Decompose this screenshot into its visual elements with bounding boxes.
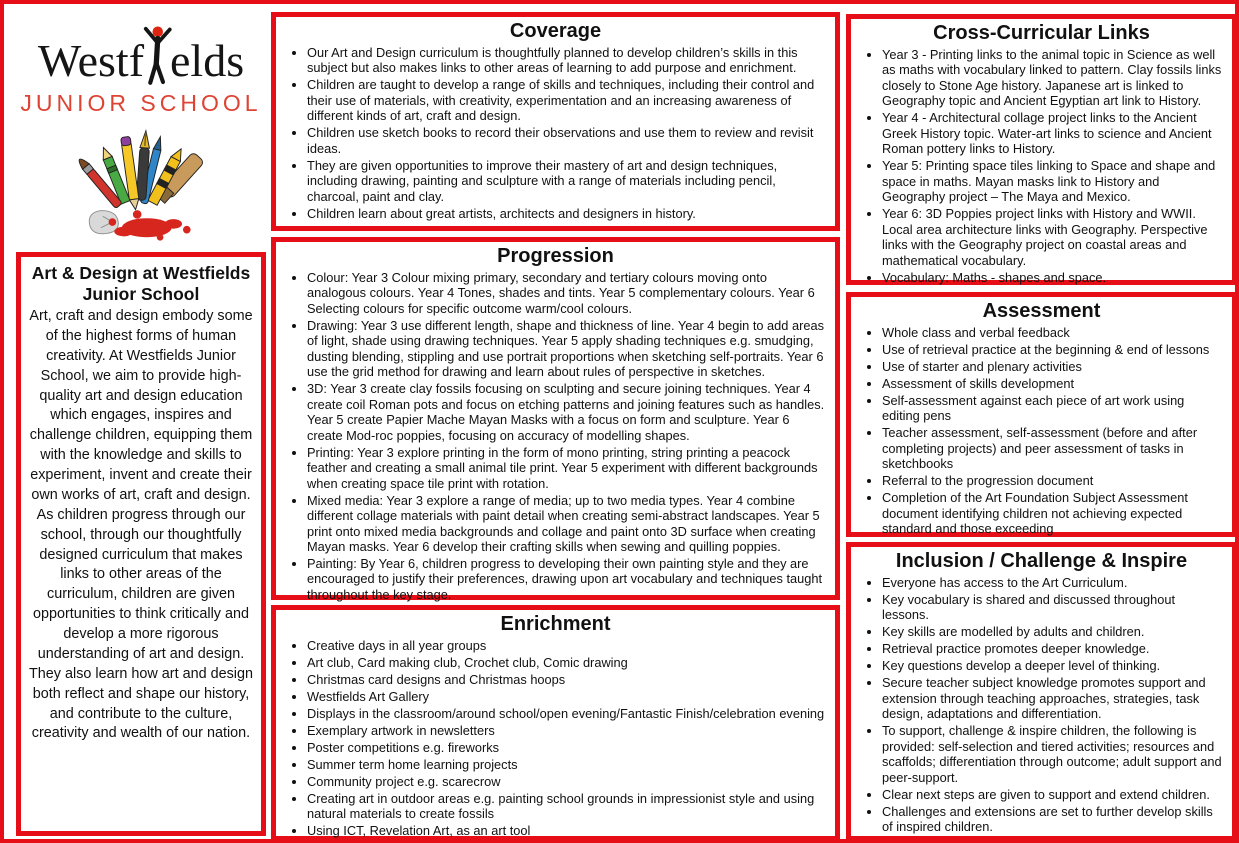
section-inclusion-challenge-inspire (846, 542, 1237, 841)
assessment-title: Assessment (982, 300, 1101, 322)
bullet-item: • Painting: By Year 6, children progress to developing their own painting style and they are encouraged to justify their preferences, drawing upon art vocabulary and techniques taught throughout the key stage. (307, 556, 827, 602)
person-raised-arms-icon (142, 24, 172, 86)
bullet-item: • Key skills are modelled by adults and children. (882, 624, 1224, 639)
cross-curricular-bullet-list (859, 47, 1224, 285)
bullet-item: • Key questions develop a deeper level of thinking. (882, 658, 1224, 673)
bullet-item: • Art club, Card making club, Crochet club, Comic drawing (307, 655, 827, 670)
bullet-item: • Displays in the classroom/around school/open evening/Fantastic Finish/celebration evening (307, 706, 827, 721)
bullet-item: • Year 6: 3D Poppies project links with History and WWII. Local area architecture links with Geography. Perspective links with the Geography project on coastal areas and mathematical vocabulary. (882, 206, 1224, 268)
enrichment-bullet-list (284, 638, 827, 839)
bullet-item: • Mixed media: Year 3 explore a range of media; up to two media types. Year 4 combine different collage materials with paint detail when creating semi-abstract landscapes. Year 5 print onto mixed media backgrounds and collage and paint onto 3D surface when creating Mayan masks. Year 6 develop their crafting skills when sewing and quilling poppies. (307, 493, 827, 555)
bullet-item: • Our Art and Design curriculum is thoughtfully planned to develop children’s skills in this subject but also makes links to other areas of learning to add purpose and enrichment. (307, 45, 827, 76)
bullet-item: • Children learn about great artists, architects and designers in history. (307, 206, 827, 221)
bullet-item: • Year 4 - Architectural collage project links to the Ancient Greek History topic. Water-art links to science and Ancient Roman pottery links to History. (882, 110, 1224, 156)
bullet-item: • Children use sketch books to record their observations and use them to review and revisit ideas. (307, 125, 827, 156)
coverage-bullet-list (284, 45, 827, 221)
inclusion-bullet-list (859, 575, 1224, 835)
bullet-item: • They are given opportunities to improve their mastery of art and design techniques, including drawing, painting and sculpture with a range of materials including pencil, charcoal, paint and clay. (307, 158, 827, 204)
bullet-item: • Exemplary artwork in newsletters (307, 723, 827, 738)
assessment-bullet-list (859, 325, 1224, 537)
bullet-item: • Printing: Year 3 explore printing in the form of mono printing, string printing a peacock feather and creating a small animal tile print. Year 5 experiment with different backgrounds when creating space tile print with rotation. (307, 445, 827, 491)
bullet-item: • Teacher assessment, self-assessment (before and after completing projects) and peer assessment of tasks in sketchbooks (882, 425, 1224, 471)
bullet-item: • Colour: Year 3 Colour mixing primary, secondary and tertiary colours moving onto analogous colours. Year 4 Tones, shades and tints. Year 5 complementary colours. Year 6 Selecting colours for specific outcome warm/cool colours. (307, 270, 827, 316)
bullet-item: • Vocabulary: Maths - shapes and space. (882, 270, 1224, 285)
bullet-item: • Secure teacher subject knowledge promotes support and extension through teaching approaches, strategies, task design, adaptations and differentiation. (882, 675, 1224, 721)
bullet-item: • Everyone has access to the Art Curriculum. (882, 575, 1224, 590)
bullet-item: • Using ICT, Revelation Art, as an art tool (307, 823, 827, 838)
bullet-item: • Self-assessment against each piece of art work using editing pens (882, 393, 1224, 424)
coverage-title: Coverage (509, 20, 602, 42)
intro-title: Art & Design at Westfields Junior School (31, 263, 251, 304)
cross-curricular-title: Cross-Curricular Links (933, 22, 1150, 44)
section-assessment (846, 292, 1237, 537)
enrichment-title: Enrichment (500, 613, 611, 635)
bullet-item: • Key vocabulary is shared and discussed throughout lessons. (882, 592, 1224, 623)
bullet-item: • Referral to the progression document (882, 473, 1224, 488)
school-subtitle: JUNIOR SCHOOL (20, 90, 262, 116)
bullet-item: • Clear next steps are given to support and extend children. (882, 787, 1224, 802)
bullet-item: • Retrieval practice promotes deeper knowledge. (882, 641, 1224, 656)
art-supplies-illustration (55, 119, 227, 248)
school-wordmark (38, 24, 244, 84)
intro-body: Art, craft and design embody some of the highest forms of human creativity. At Westfields Junior School, we aim to provide high-quality art and design education which engages, inspires and challenge children, equipping them with the knowledge and skills to experiment, invent and create their own works of art, craft and design. As children progress through our school, through our thoughtfully designed curriculum that makes links to other areas of the curriculum, children are given opportunities to think critically and develop a more rigorous understanding of art and design. They also learn how art and design both reflect and shape our history, and contribute to the culture, creativity and wealth of our nation. (29, 308, 253, 742)
wordmark-suffix: elds (170, 35, 245, 86)
bullet-item: • Summer term home learning projects (307, 757, 827, 772)
section-intro (16, 252, 266, 836)
bullet-item: • Year 3 - Printing links to the animal topic in Science as well as maths with vocabulary linked to pattern. Clay fossils links closely to Stone Age history. Japanese art is linked to Geography topic and Ancient Egyptian art link to History. (882, 47, 1224, 109)
bullet-item: • Year 5: Printing space tiles linking to Space and shape and space in maths. Mayan masks link to History and Geography project – The Maya and Mexico. (882, 158, 1224, 204)
bullet-item: • Drawing: Year 3 use different length, shape and thickness of line. Year 4 begin to add areas of light, shade using drawing techniques. Year 5 apply shading techniques e.g. smudging, dusting blending, stippling and use portrait proportions when sketching self-portraits. Year 6 use the grid method for drawing and learn about rules of perspective in sketches. (307, 318, 827, 380)
inclusion-title: Inclusion / Challenge & Inspire (895, 550, 1188, 572)
wordmark-prefix: Westf (37, 35, 145, 86)
bullet-item: • Christmas card designs and Christmas hoops (307, 672, 827, 687)
bullet-item: • Use of retrieval practice at the beginning & end of lessons (882, 342, 1224, 357)
bullet-item: • To support, challenge & inspire children, the following is provided: self-selection and tiered activities; resources and scaffolds; differentiation through outcome; adult support and peer-support. (882, 723, 1224, 785)
section-cross-curricular-links (846, 14, 1237, 285)
school-logo (16, 10, 266, 248)
section-progression (271, 237, 840, 600)
bullet-item: • Poster competitions e.g. fireworks (307, 740, 827, 755)
bullet-item: • Community project e.g. scarecrow (307, 774, 827, 789)
bullet-item: • Use of starter and plenary activities (882, 359, 1224, 374)
bullet-item: • Westfields Art Gallery (307, 689, 827, 704)
section-coverage (271, 12, 840, 231)
bullet-item: • Challenges and extensions are set to further develop skills of inspired children. (882, 804, 1224, 835)
section-enrichment (271, 605, 840, 841)
progression-title: Progression (497, 245, 614, 267)
bullet-item: • Whole class and verbal feedback (882, 325, 1224, 340)
bullet-item: • Assessment of skills development (882, 376, 1224, 391)
bullet-item: • Children are taught to develop a range of skills and techniques, including their control and their use of materials, with creativity, experimentation and an increasing awareness of different kinds of art, craft and design. (307, 77, 827, 123)
progression-bullet-list (284, 270, 827, 619)
bullet-item: • Completion of the Art Foundation Subject Assessment document identifying children not achieving expected standard and those exceeding (882, 490, 1224, 536)
bullet-item: • 3D: Year 3 create clay fossils focusing on sculpting and secure joining techniques. Year 4 create coil Roman pots and focus on etching patterns and joining features such as handles. Year 5 create Papier Mache Mayan Masks with a focus on form and sculpture. Year 6 create Mod-roc poppies, focusing on accuracy of modelling shapes. (307, 381, 827, 443)
bullet-item: • Creating art in outdoor areas e.g. painting school grounds in impressionist style and using natural materials to create fossils (307, 791, 827, 822)
bullet-item: • Creative days in all year groups (307, 638, 827, 653)
